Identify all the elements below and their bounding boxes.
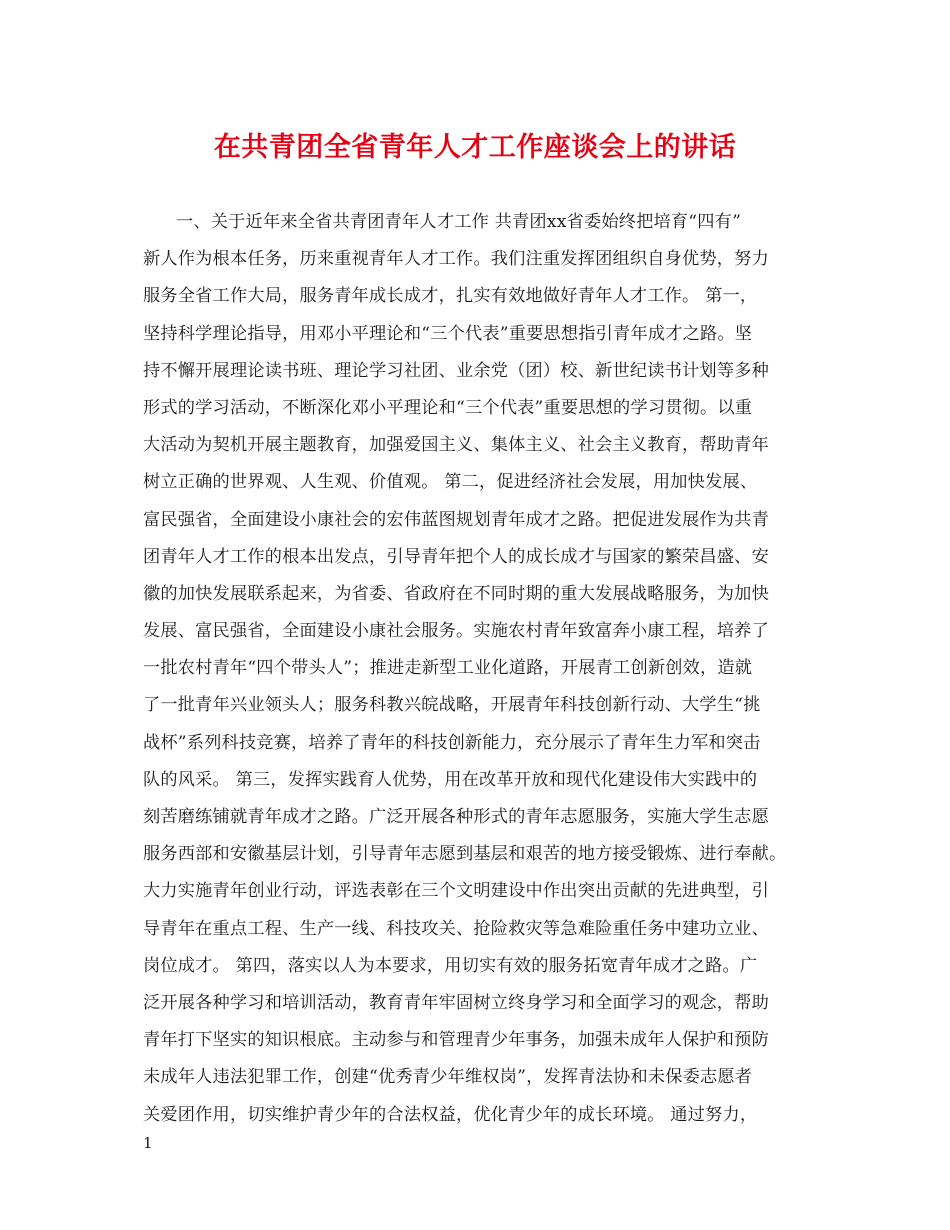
body-line: 服务西部和安徽基层计划，引导青年志愿到基层和艰苦的地方接受锻炼、进行奉献。	[143, 844, 787, 865]
body-line: 泛开展各种学习和培训活动，教育青年牢固树立终身学习和全面学习的观念，帮助	[143, 992, 769, 1013]
body-line: 一批农村青年“四个带头人”；推进走新型工业化道路，开展青工创新创效，造就	[143, 658, 753, 679]
body-line: 服务全省工作大局，服务青年成长成才，扎实有效地做好青年人才工作。 第一，	[143, 286, 758, 307]
body-line: 新人作为根本任务，历来重视青年人才工作。我们注重发挥团组织自身优势，努力	[143, 249, 769, 270]
body-line: 发展、富民强省，全面建设小康社会服务。实施农村青年致富奔小康工程，培养了	[143, 621, 769, 642]
body-line: 形式的学习活动，不断深化邓小平理论和“三个代表”重要思想的学习贯彻。以重	[143, 397, 753, 418]
body-line: 团青年人才工作的根本出发点，引导青年把个人的成长成才与国家的繁荣昌盛、安	[143, 546, 769, 567]
body-line: 青年打下坚实的知识根底。主动参与和管理青少年事务，加强未成年人保护和预防	[143, 1030, 769, 1051]
body-line: 大力实施青年创业行动，评选表彰在三个文明建设中作出突出贡献的先进典型，引	[143, 881, 769, 902]
body-line: 战杯”系列科技竞赛，培养了青年的科技创新能力，充分展示了青年生力军和突击	[143, 732, 761, 753]
body-line: 大活动为契机开展主题教育，加强爱国主义、集体主义、社会主义教育，帮助青年	[143, 435, 769, 456]
body-line: 关爱团作用，切实维护青少年的合法权益，优化青少年的成长环境。 通过努力，	[143, 1104, 758, 1125]
document-title: 在共青团全省青年人才工作座谈会上的讲话	[213, 132, 737, 163]
page-number: 1	[143, 1134, 153, 1152]
body-line: 树立正确的世界观、人生观、价值观。 第二，促进经济社会发展，用加快发展、	[143, 472, 758, 493]
body-line: 坚持科学理论指导，用邓小平理论和“三个代表”重要思想指引青年成才之路。坚	[143, 323, 753, 344]
body-line: 刻苦磨练铺就青年成才之路。广泛开展各种形式的青年志愿服务，实施大学生志愿	[143, 807, 769, 827]
body-line: 徽的加快发展联系起来，为省委、省政府在不同时期的重大发展战略服务，为加快	[143, 583, 769, 604]
body-line: 一、关于近年来全省共青团青年人才工作 共青团xx省委始终把培育“四有”	[176, 212, 742, 232]
body-line: 了一批青年兴业领头人；服务科教兴皖战略，开展青年科技创新行动、大学生“挑	[143, 695, 761, 716]
body-line: 岗位成才。 第四，落实以人为本要求，用切实有效的服务拓宽青年成才之路。广	[143, 955, 758, 976]
body-line: 导青年在重点工程、生产一线、科技攻关、抢险救灾等急难险重任务中建功立业、	[143, 918, 769, 939]
body-line: 富民强省，全面建设小康社会的宏伟蓝图规划青年成才之路。把促进发展作为共青	[143, 509, 769, 530]
body-line: 持不懈开展理论读书班、理论学习社团、业余党（团）校、新世纪读书计划等多种	[143, 360, 769, 381]
body-line: 未成年人违法犯罪工作，创建“优秀青少年维权岗”，发挥青法协和未保委志愿者	[143, 1067, 753, 1088]
body-line: 队的风采。 第三，发挥实践育人优势，用在改革开放和现代化建设伟大实践中的	[143, 769, 758, 790]
document-body	[143, 204, 823, 1134]
